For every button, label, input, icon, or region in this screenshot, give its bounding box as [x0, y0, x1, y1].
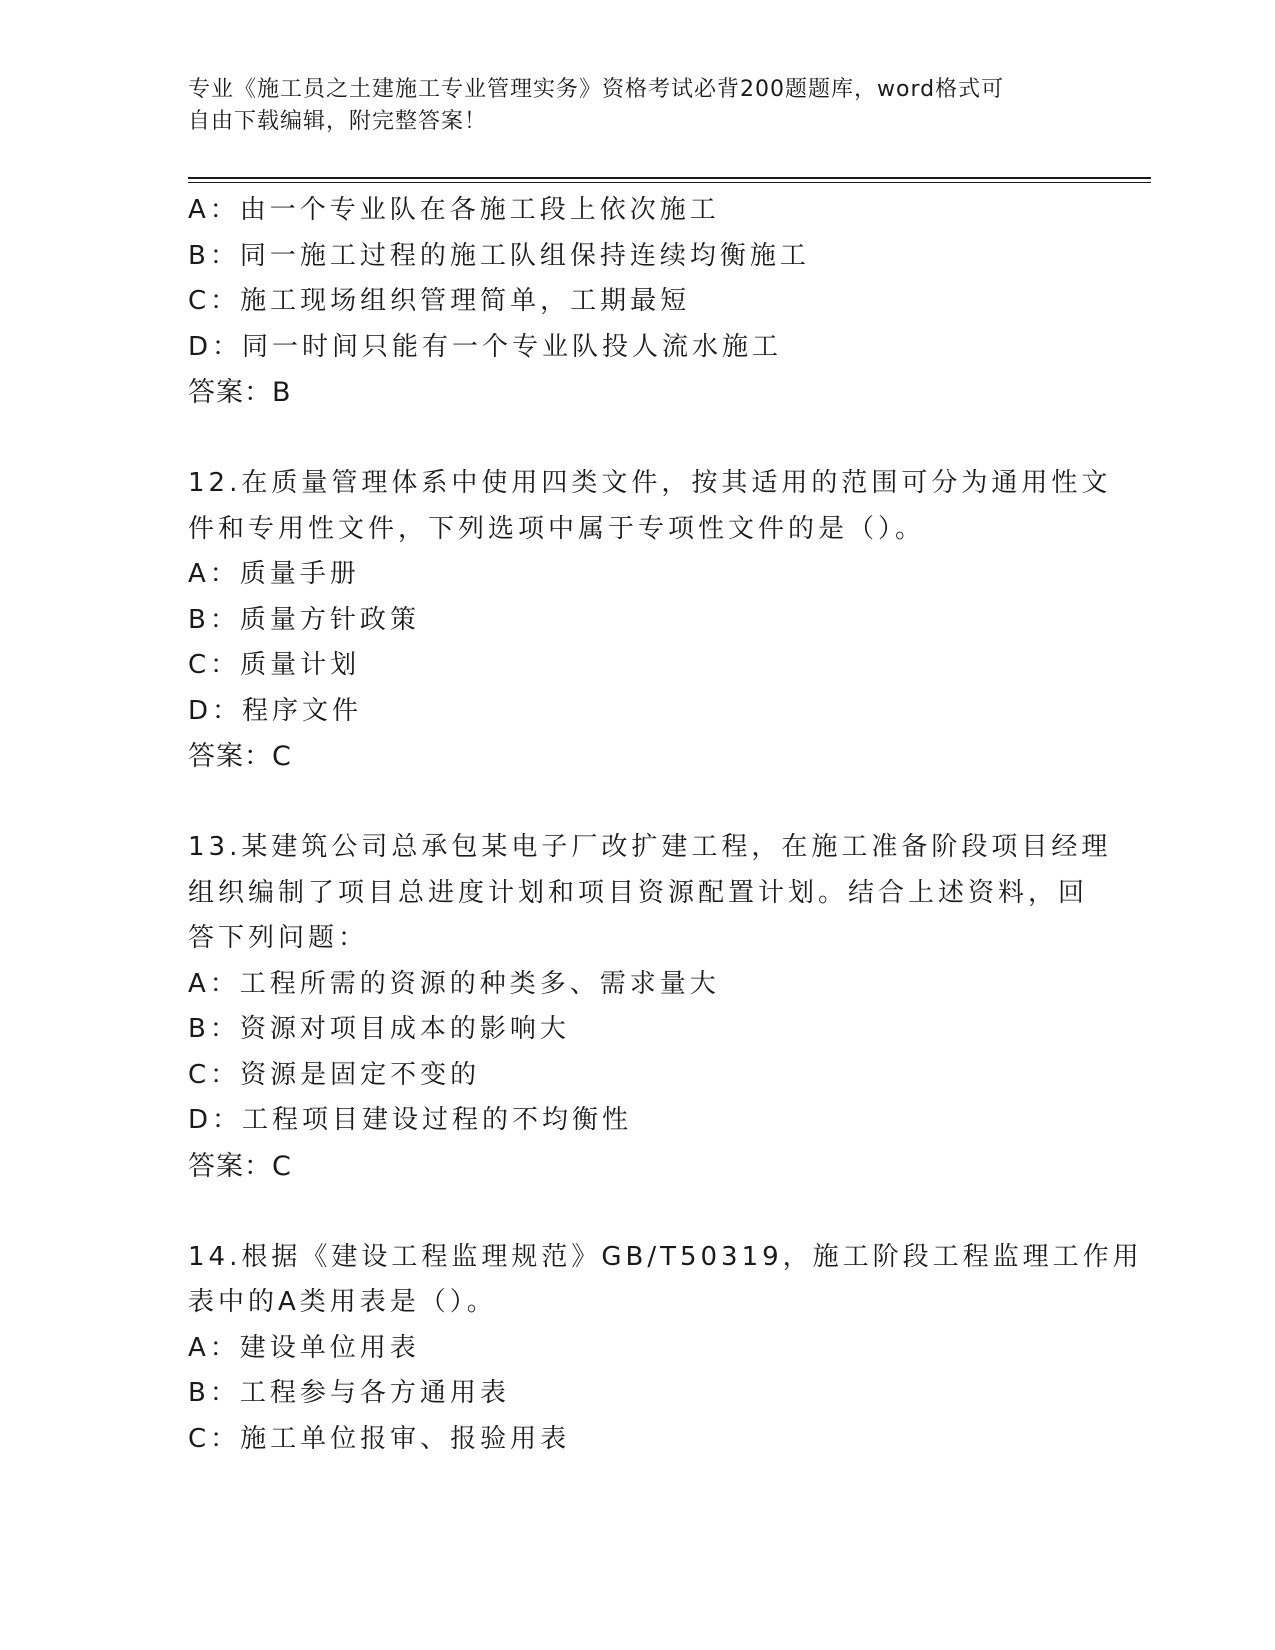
question-list — [188, 188, 1143, 1462]
option-b: B：质量方针政策 — [188, 604, 420, 635]
option-c: C：施工单位报审、报验用表 — [188, 1423, 571, 1454]
question-text-line: 14.根据《建设工程监理规范》GB/T50319，施工阶段工程监理工作用 — [188, 1241, 1143, 1272]
answer: 答案：C — [188, 1150, 292, 1182]
option-b: B：工程参与各方通用表 — [188, 1378, 510, 1408]
question-block — [188, 461, 1112, 780]
document-header — [188, 74, 1088, 138]
answer: 答案：B — [188, 377, 292, 408]
option-d: D：同一时间只能有一个专业队投人流水施工 — [188, 331, 783, 362]
option-b: B：资源对项目成本的影响大 — [188, 1014, 570, 1044]
header-divider-thin — [188, 182, 1151, 183]
option-d: D：程序文件 — [188, 695, 363, 726]
block-spacer — [188, 1189, 1088, 1235]
block-spacer — [188, 416, 1088, 462]
question-text-line: 12.在质量管理体系中使用四类文件，按其适用的范围可分为通用性文 — [188, 468, 1112, 498]
answer: 答案：C — [188, 741, 292, 772]
option-c: C：质量计划 — [188, 650, 361, 680]
question-text-line: 13.某建筑公司总承包某电子厂改扩建工程，在施工准备阶段项目经理 — [188, 832, 1112, 862]
option-d: D：工程项目建设过程的不均衡性 — [188, 1105, 633, 1135]
header-divider-thick — [188, 177, 1151, 179]
option-a: A：工程所需的资源的种类多、需求量大 — [188, 968, 720, 999]
question-text-line: 答下列问题： — [188, 923, 369, 953]
question-block — [188, 188, 1088, 416]
option-a: A：由一个专业队在各施工段上依次施工 — [188, 195, 720, 225]
option-c: C：资源是固定不变的 — [188, 1059, 481, 1090]
option-b: B：同一施工过程的施工队组保持连续均衡施工 — [188, 240, 810, 271]
question-text-line: 表中的A类用表是（）。 — [188, 1287, 497, 1317]
question-block — [188, 825, 1112, 1189]
header-line-2: 自由下载编辑，附完整答案！ — [188, 109, 488, 134]
header-line-1: 专业《施工员之土建施工专业管理实务》资格考试必背200题题库，word格式可 — [188, 77, 1005, 102]
option-a: A：建设单位用表 — [188, 1332, 420, 1363]
question-text-line: 件和专用性文件，下列选项中属于专项性文件的是（）。 — [188, 513, 926, 544]
question-text-line: 组织编制了项目总进度计划和项目资源配置计划。结合上述资料，回 — [188, 877, 1089, 908]
option-c: C：施工现场组织管理简单，工期最短 — [188, 286, 691, 316]
question-block — [188, 1235, 1143, 1463]
option-a: A：质量手册 — [188, 559, 360, 589]
block-spacer — [188, 780, 1088, 826]
